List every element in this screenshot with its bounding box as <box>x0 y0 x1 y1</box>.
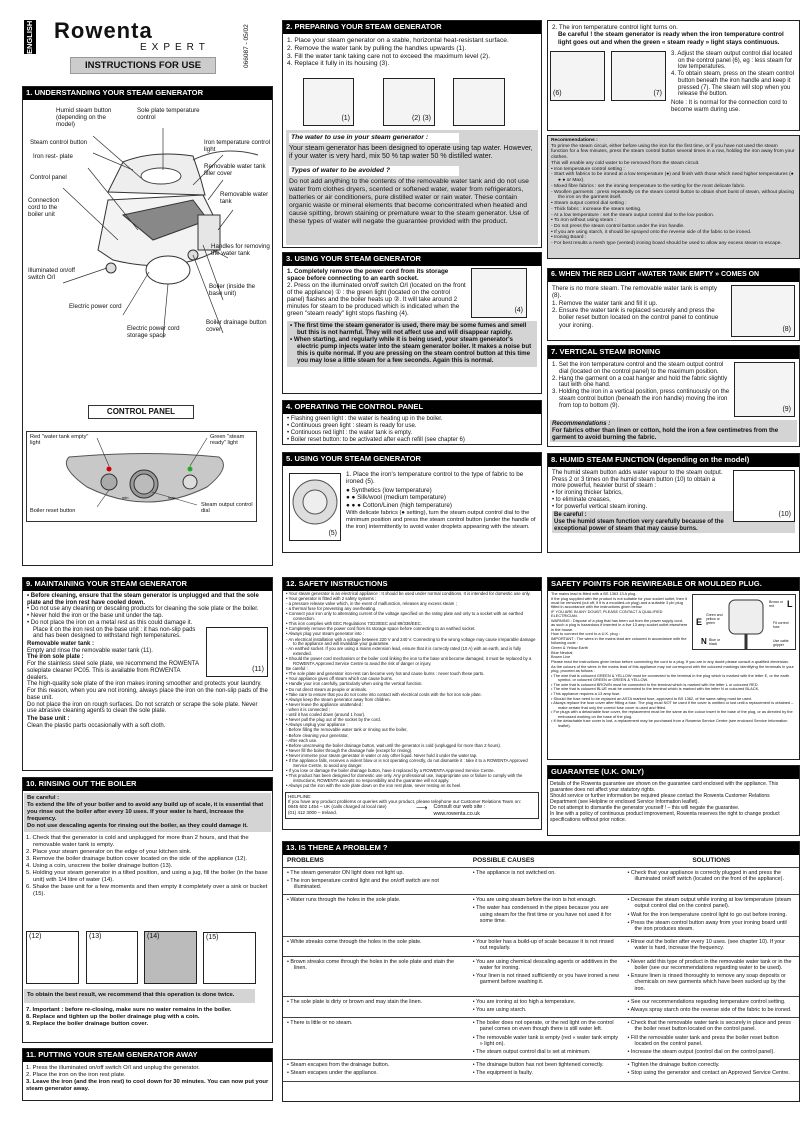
list-item: • Ironing Board : <box>551 235 587 241</box>
section-vertical-ironing <box>547 345 800 447</box>
list-item: There is no more steam. The removable water tank is empty (8). <box>552 285 717 300</box>
section-title: 5. USING YOUR STEAM GENERATOR <box>283 453 541 466</box>
problem-cell <box>283 895 469 937</box>
column-header: PROBLEMS <box>283 855 469 867</box>
figure-3 <box>453 78 505 126</box>
list-item: • Always replace the fuse cover after fitting a fuse. The plug must NOT be used if the cover is omitted or lost until a replacement is obtained – make certain that only the correct fuse cover is used and fitted. <box>551 700 794 710</box>
figure-2-3: (2) (3) <box>383 78 435 126</box>
list-item: 3. Remove the boiler drainage button cover located on the side of the appliance (12). <box>26 855 248 862</box>
steps-list <box>671 51 798 98</box>
list-item: • Never leave the appliance unattended : <box>286 701 364 707</box>
section-title: 8. HUMID STEAM FUNCTION (depending on the model) <box>548 454 799 467</box>
list-item: 3. Adjust the steam output control dial located on the control panel (6), eg : less steam for low temperatures. <box>671 51 793 71</box>
list-item: • Always plug your steam generator into : <box>286 631 364 637</box>
figure-4: (4) <box>471 268 527 318</box>
list-item: - For best results a mesh type (vented) ironing board should be used to allow any excess steam to escape. <box>551 241 782 247</box>
list-item: - An electrical installation with a voltage between 220 V and 240 V. Connecting to the wrong voltage may cause irreparable damage to the appliance and will invalidate your guarantee. <box>286 636 536 647</box>
list-item: In line with a policy of continuous product improvement, Rowenta reserves the right to change product specifications without prior notice. <box>550 811 780 823</box>
solution-cell <box>624 1060 799 1081</box>
list-item: • The wire that is coloured BLUE must be connected to the terminal which is marked with the letter N or coloured BLACK. <box>551 686 760 692</box>
label-humid-steam-button: Humid steam button (depending on the model) <box>56 107 112 129</box>
section-title: 3. USING YOUR STEAM GENERATOR <box>283 253 541 266</box>
list-item: - until it has cooled down (around 1 hour). <box>286 712 366 718</box>
step-1: 1. Place the iron's temperature control to the type of fabric to be ironed (5). <box>346 471 524 486</box>
problem-cell <box>283 956 469 996</box>
list-item: • Your linen is not rinsed sufficiently or you have ironed a new garment before washing it. <box>472 973 619 986</box>
figure-11: (11) <box>206 627 268 677</box>
problem-cell <box>283 1018 469 1060</box>
list-item: 4. To obtain steam, press on the steam control button beneath the iron handle and keep it pressed (7). The steam will stop when you release the button. <box>671 71 794 98</box>
cause-cell <box>469 1060 624 1081</box>
section-title: 10. RINSING OUT THE BOILER <box>23 778 272 791</box>
solution-cell <box>624 956 799 996</box>
figure-12: (12) <box>26 931 79 984</box>
section-using-1 <box>282 252 542 394</box>
list-item: • Flashing green light : the water is heating up in the boiler. <box>287 416 443 422</box>
section-maintaining: 9. MAINTAINING YOUR STEAM GENERATOR • Before cleaning, ensure that the steam generator is unplugged and that the sole plate and the iron rest have cooled down. • Do not use any cleaning or descaling products for cleaning the sole plate or the boiler. • Never hold the iron or the base unit under the tap. • Do not place the iron on a metal rest as this could damage it. (11) Place it on the iron rest on the base unit : it has non-slip pads and has been designed to withstand high temperatures. Removable water tank : Empty and rinse the removable water tank (11). The iron sole plate : For the stainless steel sole plate, we recommend the ROWENTA soleplate cleaner PC05. This is available from ROWENTA dealers. The high-quality sole plate of the iron makes ironing smoother and protects your laundry. For this reason, when you are not ironing, always place the iron on the non-slip pads of the base unit. Do not place the iron on rough surfaces. Do not scratch or scrape the sole plate. Never use abrasive cleaning agents to clean the sole plate. The base unit : Clean the plastic parts occasionally with a soft cloth. <box>22 577 273 771</box>
list-item: 2. Remove the water tank by pulling the handles upwards (1). <box>287 44 467 52</box>
table-row <box>283 937 799 956</box>
list-item: • Handle your iron carefully, particularly when using the vertical function. <box>286 681 423 687</box>
cause-cell <box>469 956 624 996</box>
list-item: • Ensure linen is rinsed thoroughly to remove any soap deposits or chemicals on new garments which have been sucked up by the iron. <box>627 973 786 992</box>
list-item: • The sole plate and generator iron-rest can become very hot and cause burns : never touch these parts. <box>286 671 485 677</box>
recommendations <box>547 135 800 259</box>
label-boiler: Boiler (inside the base unit) <box>209 283 256 298</box>
solution-cell <box>624 996 799 1017</box>
step-2: 2. The iron temperature control light turns on. <box>552 24 678 31</box>
list-item: • for ironing thicker fabrics, <box>552 490 623 497</box>
list-item: • Increase the steam output (control dial on the control panel). <box>627 1048 775 1055</box>
figure-7: (7) <box>611 51 666 101</box>
figure-8: (8) <box>731 285 795 337</box>
steps-list <box>23 834 272 899</box>
label-cord-storage: Electric power cord storage space <box>127 325 180 340</box>
problem-cell <box>283 867 469 895</box>
label-iron-rest-plate: Iron rest- plate <box>33 153 73 160</box>
items-list <box>283 414 541 445</box>
step-2: 2. Press on the illuminated on/off switch O/I (located on the front of the appliance) ① : the green light (located on the control panel) flashes and the boiler heats up ②. It will take around 2 minutes for steam to be produced which is indicated when the green "steam ready" light stops flashing (4). <box>287 282 466 318</box>
section-plug-safety <box>547 577 800 760</box>
section-title: 9. MAINTAINING YOUR STEAM GENERATOR <box>23 578 272 591</box>
figure-6: (6) <box>550 51 605 101</box>
section-title: 1. UNDERSTANDING YOUR STEAM GENERATOR <box>23 87 272 100</box>
list-item: If the plug supplied with the product is not suitable for your socket outlet, then it must be removed (cut off, if it is a moulded-on plug) and a suitable 3 pin plug fitted in accordance with the instructions given below. <box>551 595 688 610</box>
list-item: - Mixed fibre fabrics : set the ironing temperature to the setting for the most delicate fabric. <box>551 183 746 189</box>
temperature-settings <box>346 487 536 509</box>
list-item: - Woollen garments : press repeatedly on the steam control button to obtain short burst of steam, without placing the iron on the garment itself. <box>551 189 794 201</box>
problems-table <box>283 855 799 1082</box>
label-removable-water-tank: Removable water tank <box>220 191 269 206</box>
figure-13: (13) <box>86 931 138 984</box>
solution-cell <box>624 937 799 956</box>
figure-15: (15) <box>203 932 256 984</box>
steps-list <box>283 34 541 71</box>
list-item: 2. Place your steam generator on the edge of your kitchen sink. <box>26 848 192 855</box>
label-min: min <box>122 495 129 500</box>
list-item: 6. Shake the base unit for a few moments and then empty it completely over a sink or bucket (15). <box>26 883 268 897</box>
table-row <box>283 956 799 996</box>
list-item: • Check that the removable water tank is securely in place and press the boiler reset button located on the control panel. <box>627 1020 791 1033</box>
list-item: • Never immerse your steam generator in water or any other liquid. Never hold it under the water tap. <box>286 752 478 758</box>
section-title: GUARANTEE (U.K. ONLY) <box>548 766 799 779</box>
list-item: • for powerful vertical steam ironing. <box>552 503 648 510</box>
list-item: • Should the fuse need to be replaced an ASTA marked fuse, approved to BS 1362, of the same rating must be used. <box>551 695 752 701</box>
sub-brand: EXPERT <box>140 42 210 53</box>
list-item: • Continuous green light : steam is ready for use. <box>287 423 417 430</box>
language-label: ENGLISH <box>25 20 34 54</box>
list-item: Be careful : <box>286 666 308 672</box>
list-item: 1. Place your steam generator on a stable, horizontal heat-resistant surface. <box>287 37 509 44</box>
label-handles: Handles for removing the water tank <box>211 243 270 258</box>
list-item: • Decrease the steam output while ironing at low temperature (steam output control dial on the control panel). <box>627 897 792 910</box>
problem-cell <box>283 996 469 1017</box>
label-boiler-reset: Boiler reset button <box>30 508 76 514</box>
table-row <box>283 996 799 1017</box>
list-item: • Always unplug your appliance : <box>286 722 348 728</box>
list-item: Blue Neutral <box>551 649 573 655</box>
section-rinsing <box>22 777 273 1043</box>
list-item: • The steam generator ON light does not light up. <box>287 869 404 876</box>
water-info <box>286 130 538 245</box>
list-item: • This product has been designed for domestic use only. Any professional use, inappropriate use or failure to comply with the instructions, ROWENTA accepts no responsibility and the guarantee will not apply. <box>286 772 523 783</box>
list-item: • Your appliance gives off steam which can cause burns. <box>286 676 394 682</box>
cause-cell <box>469 895 624 937</box>
list-item: - At a low temperature : set the steam output control dial to the low position. <box>551 212 715 218</box>
list-item: • Iron temperature control setting : <box>551 166 625 172</box>
solution-cell <box>624 867 799 895</box>
problem-cell <box>283 1060 469 1081</box>
section-water-tank-empty <box>547 268 800 341</box>
cause-cell <box>469 1018 624 1060</box>
list-item: • Water runs through the holes in the sole plate. <box>287 897 401 904</box>
table-row <box>283 895 799 937</box>
list-item: • Always put the iron with the sole plate down on the iron rest plate, never resting on its heel. <box>286 782 462 788</box>
section-title: 13. IS THERE A PROBLEM ? <box>283 842 799 855</box>
section-title: 4. OPERATING THE CONTROL PANEL <box>283 401 541 414</box>
section-using-continued <box>547 20 800 131</box>
list-item: As the colours of the wires in the mains lead of this appliance may not correspond with the coloured markings identifying the terminals in your plug, proceed as follows : <box>551 663 794 673</box>
green-light <box>188 467 193 472</box>
list-item: • Press the steam control button away from your ironing board until the iron produces steam. <box>627 919 787 933</box>
list-item: • This appliance requires a 13 amp fuse. <box>551 691 621 696</box>
water-title: The water to use in your steam generator : <box>289 133 459 143</box>
list-item: IF YOU ARE IN ANY DOUBT, PLEASE CONTACT A QUALIFIED ELECTRICIAN. <box>551 608 663 619</box>
label-on-off-switch: Illuminated on/off switch O/I <box>28 267 76 282</box>
list-item: • to eliminate creases, <box>552 496 611 503</box>
list-item: • Take care to ensure that you do not come into contact with electrical cords with the hot iron sole plate. <box>286 691 482 697</box>
list-item: • Check that your appliance is correctly plugged in and press the illuminated on/off switch (located on the front of the appliance). <box>627 869 784 882</box>
recommendations-title: Recommendations : <box>551 138 598 143</box>
list-item: 8. Replace and tighten up the boiler drainage plug with a coin. <box>26 1013 200 1020</box>
list-item: Do not attempt to dismantle the generator yourself ! – this will negate the guarantee. <box>550 805 740 811</box>
section-title: 7. VERTICAL STEAM IRONING <box>548 346 799 359</box>
label-iron-temperature-light: Iron temperature control light <box>204 139 271 154</box>
section-putting-away: 11. PUTTING YOUR STEAM GENERATOR AWAY 1. Press the illuminated on/off switch O/I and unplug the generator. 2. Place the iron on the iron rest plate. 3. Leave the iron (and the iron rest) to cool down for 30 minutes. You can now put your steam generator away. <box>22 1048 273 1101</box>
table-row <box>283 867 799 895</box>
list-item: • You are using chemical descaling agents or additives in the water for ironing. <box>472 958 618 971</box>
list-item: • White streaks come through the holes in the sole plate. <box>287 939 422 946</box>
list-item: To prime the steam circuit, either before using the iron for the first time, or if you have not used the steam function for a few minutes, press the steam control button several times in a row, holding the iron away from your clothes. <box>551 143 795 161</box>
label-green-light: Green "steam ready" light <box>210 434 245 447</box>
list-item: 2. Ensure the water tank is replaced securely and press the boiler reset button located on the control panel to continue your ironing. <box>552 306 719 329</box>
list-item: 4. Using a coin, unscrew the boiler drainage button (13). <box>26 862 173 869</box>
list-item: 3. Fill the water tank taking care not to exceed the maximum level (2). <box>287 52 491 60</box>
list-item: The mains lead is fitted with a BS 1363 13 A plug. <box>551 591 637 596</box>
list-item: • See our recommendations regarding temperature control setting. <box>627 998 786 1005</box>
figure-14: (14) <box>144 931 197 984</box>
list-item: • Brown streaks come through the holes in the sole plate and stain the linen. <box>287 958 454 971</box>
label-steam-control-button: Steam control button <box>30 139 88 146</box>
label-steam-dial: Steam output control dial <box>201 502 253 515</box>
section-troubleshooting <box>282 841 800 1102</box>
list-item: • Rinse out the boiler after every 10 uses. (see chapter 10). If your water is hard, increase the frequency. <box>627 939 785 952</box>
list-item: 9. Replace the boiler drainage button cover. <box>26 1020 149 1027</box>
list-item: • The removable water tank is empty (red « water tank empty » light on). <box>472 1034 619 1047</box>
list-item: - An earthed socket. If you are using a mains extension lead, ensure that it is correctly rated (10 A) with an earth, and is fully extended. <box>286 646 522 657</box>
figure-1: (1) <box>303 78 354 126</box>
list-item: - Before filling the removable water tank or rinsing out the boiler, <box>286 727 408 733</box>
list-item: • The drainage button has not been tightened correctly. <box>472 1062 604 1069</box>
recommendations-list <box>551 144 796 247</box>
list-item: • Boiler reset button: to be activated after each refill (see chapter 6) <box>287 437 465 444</box>
avoid-text: Do not add anything to the contents of the removable water tank and do not use water from clothes dryers, scented or softened water, water from refrigerators, batteries or air conditioners, pure distilled water or rain water. These contain organic waste or mineral elements that become concentrated when heated and cause spitting, brown staining or premature wear to the steam generator. Use of these types of water will negate the guarantee provided with the product. <box>289 177 529 225</box>
column-header: POSSIBLE CAUSES <box>469 855 624 867</box>
document-title: INSTRUCTIONS FOR USE <box>70 57 216 74</box>
list-item: • Your boiler has a build-up of scale because it is not rinsed out regularly. <box>472 939 614 952</box>
section-control-panel <box>282 400 542 445</box>
list-item: ● Synthetics (low temperature) <box>346 486 432 494</box>
list-item: Brown Live <box>551 654 571 660</box>
control-panel-diagram <box>26 431 257 522</box>
list-item: 2. Hang the garment on a coat hanger and hold the fabric slightly taut with one hand. <box>552 374 728 389</box>
list-item: • There is little or no steam. <box>287 1020 353 1027</box>
label-electric-power-cord: Electric power cord <box>69 303 122 310</box>
website-link[interactable]: www.rowenta.co.uk <box>433 810 480 817</box>
list-item: - when it is connected ; <box>286 706 330 712</box>
plug-wiring-diagram: E N L Green and yellow or green Blue or black Brown or red Fit correct fuse Use cable gripper <box>692 594 796 650</box>
list-item: • Stop using the generator and contact an Approved Service Centre. <box>627 1070 790 1077</box>
list-item: • Steam escapes under the appliance. <box>287 1070 378 1077</box>
helpline-box: HELPLINE: If you have any product problems or queries with your product, please telephone our Customer Relations Team on: 0845 602 1454 – UK (calls charged at local rate) (01) 412 3000 – Ireland. ⟶ Consult our web site : www.rowenta.co.uk <box>285 792 539 819</box>
list-item: • The wire that is coloured BROWN must be connected to the terminal which is marked with the letter L or coloured RED. <box>551 681 759 687</box>
notes <box>287 321 537 367</box>
list-item: • For plugs with a detachable fuse cover, the replacement must be the same as the colour insert in the base of the plug, or as directed by the embossed working on the base of the plug. <box>551 709 793 719</box>
list-item: • The water has condensed in the pipes because you are using steam for the first time or you have not used it for some time. <box>472 905 612 924</box>
step-1: 1. Completely remove the power cord from its storage space before connecting to an earth socket. <box>287 268 449 283</box>
list-item: • If you are using starch, it should be sprayed onto the reverse side of the fabric to be ironed. <box>551 229 752 235</box>
avoid-title: Types of water to be avoided ? <box>289 166 459 176</box>
section-safety <box>282 577 542 830</box>
steps-list-2 <box>26 1007 256 1028</box>
list-item: 1. Set the iron temperature control and the steam output control dial (located on the control panel) to the maximum position. <box>552 361 724 375</box>
brand-logo: Rowenta <box>54 18 153 43</box>
humid-careful: Be careful : Use the humid steam function very carefully because of the exceptional power of steam that may cause burns. <box>552 511 795 533</box>
list-item: - a thermal fuse for preventing any overheating. <box>286 606 377 612</box>
column-header: SOLUTIONS <box>624 855 799 867</box>
list-item: The humid steam button adds water vapour to the steam output. Press 2 or 3 times on the humid steam button (10) to obtain a more powerful, heavier burst of steam : <box>552 470 723 490</box>
list-item: ● ● Silk/wool (medium temperature) <box>346 494 446 502</box>
cause-cell <box>469 867 624 895</box>
list-item: • Fill the removable water tank and press the boiler reset button located on the control panel. <box>627 1034 779 1047</box>
boiler-reset-button <box>101 474 117 490</box>
note: Note : It is normal for the connection cord to become warm during use. <box>671 100 788 113</box>
list-item: • Before unscrewing the boiler drainage button, wait until the generator is cold (unplugged for more than 2 hours). <box>286 742 502 748</box>
section-title: 12. SAFETY INSTRUCTIONS <box>283 578 541 591</box>
list-item: • The iron temperature control light and the on/off switch are not illuminated. <box>287 877 439 891</box>
list-item: • Always keep the steam generator away from children. <box>286 696 391 702</box>
cause-cell <box>469 996 624 1017</box>
label-max: max <box>168 495 176 500</box>
water-text: Your steam generator has been designed to operate using tap water. However, if your water is very hard, mix 50 % tap water 50 % distilled water. <box>289 145 533 161</box>
label-tank-filler-cover: Removable water tank filler cover <box>204 163 266 178</box>
list-item: - Thick fabric : increase the steam setting. <box>551 206 642 212</box>
section-humid-steam <box>547 453 800 553</box>
section-guarantee <box>547 765 800 836</box>
list-item: • The equipment is faulty. <box>472 1070 533 1077</box>
list-item: ● ● ● Cotton/Linen (high temperature) <box>346 501 452 509</box>
list-item: • Never add this type of product in the removable water tank or in the boiler (see our recommendations regarding water to be used). <box>627 958 792 971</box>
section-title: 6. WHEN THE RED LIGHT «WATER TANK EMPTY » COMES ON <box>548 269 799 282</box>
section-title: SAFETY POINTS FOR REWIREABLE OR MOULDED PLUG. <box>548 578 799 591</box>
list-item: Should service or further information be required please contact the Rowenta Customer Relations Department (see Helpline or enclosed Service Information leaflet). <box>550 793 770 805</box>
list-item: • Steam escapes from the drainage button. <box>287 1062 390 1069</box>
list-item: How to connect the cord to a U.K. plug : <box>551 631 620 637</box>
list-item: • You are using starch. <box>472 1006 527 1013</box>
list-item: Green & Yellow Earth <box>551 644 588 650</box>
delicate-text: With delicate fabrics (● setting), turn the steam output control dial to the minimum position and press the steam control button (under the handle of the iron) intermittently to avoid water droplets appearing with the steam. <box>346 510 536 530</box>
list-item: • Wait for the iron temperature control light to go out before ironing. <box>627 911 787 918</box>
list-item: • The first time the steam generator is used, there may be some fumes and smell but this is not harmful. They will not affect use and will disappear rapidly. <box>290 322 527 336</box>
list-item: • If the detachable fuse cover is lost, a replacement may be purchased from a Rowenta Service Centre (see enclosed Service Information leaflet). <box>551 718 788 728</box>
careful-text: Be careful ! the steam generator is ready when the iron temperature control light goes out and when the green « steam ready » light stays continuous. <box>558 31 784 46</box>
list-item: - Start with fabrics to be ironed at a low temperature (●) and finish with those which need higher temperatures (● ● ● or Max). <box>551 172 794 184</box>
list-item: This will enable any cold water to be removed from the steam circuit. <box>551 160 700 166</box>
list-item: • Steam output control dial setting : <box>551 201 627 207</box>
list-item: - a pressure release valve which, in the event of malfunction, releases any excess steam ; <box>286 601 457 607</box>
list-item: WARNING : Dispose of a plug that has been cut from the power supply cord, as such a plug is hazardous if inserted in a live 13 amp socket outlet elsewhere in the house. <box>551 617 688 632</box>
list-item: • Continuous red light : the water tank is empty. <box>287 430 413 437</box>
list-item: 5. Holding your steam generator in a tilted position, and using a jug, fill the boiler (in the base unit) with 1/4 litre of water (14). <box>26 869 268 883</box>
list-item: • When starting, and regularly while it is being used, your steam generator's electric pump injects water into the steam generator boiler. It makes a noise but this is quite normal. If you are pressing on the steam control button at this time you may lose a little steam for a few seconds. Again this is normal. <box>290 335 532 364</box>
list-item: • If the appliance falls, receives a violent blow or is not operating correctly, do not dismantle it : take it to a ROWENTA Approved Service Centre, to avoid any danger. <box>286 758 528 768</box>
rinsing-careful: Be careful : To extend the life of your boiler and to avoid any build up of scale, it is essential that you rinse out the boiler after every 10 uses. If your water is hard, increase the frequency. Do not use descaling agents for rinsing out the boiler, as they could damage it. <box>24 793 271 832</box>
list-item: • The steam output control dial is set at minimum. <box>472 1048 591 1055</box>
list-item: • If you lose or damage the boiler drainage button, have it replaced by a ROWENTA Approved Service Centre. <box>286 767 495 773</box>
list-item: • Should the power cord mechanism or the boiler cord linking the iron to the base unit become damaged, it must be replaced by a ROWENTA Approved Service Centre to avoid the risk of danger or injury. <box>286 656 532 666</box>
section-understanding <box>22 86 273 566</box>
list-item: - Do not press the steam control button under the iron handle. <box>551 224 685 230</box>
section-title: 2. PREPARING YOUR STEAM GENERATOR <box>283 21 541 34</box>
label-drainage-cover: Boiler drainage button cover <box>206 319 267 334</box>
list-item: 3. Holding the iron in a vertical position, press continuously on the steam control button (beneath the iron handle) moving the iron from top to bottom (9). <box>552 388 730 409</box>
list-item: - Before cleaning your generator, <box>286 732 349 738</box>
label-red-light: Red "water tank empty" light <box>30 434 89 447</box>
vertical-recommendations: Recommendations : For fabrics other than linen or cotton, hold the iron a few centimetres from the garment to avoid burning the fabric. <box>550 420 797 442</box>
best-result-note: To obtain the best result, we recommend that this operation is done twice. <box>24 989 255 1003</box>
control-panel-title: CONTROL PANEL <box>88 405 194 419</box>
list-item: IMPORTANT : The wires in the mains lead are coloured in accordance with the following code : <box>551 635 687 646</box>
list-item: 7. Important : before re-closing, make sure no water remains in the boiler. <box>26 1007 232 1013</box>
label-sole-plate-temperature: Sole plate temperature control <box>137 107 200 122</box>
list-item: • The appliance is not switched on. <box>472 869 556 876</box>
list-item: 4. Replace it fully in its housing (3). <box>287 60 390 68</box>
list-item: • Never pull the plug out of the socket by the cord. <box>286 717 381 723</box>
list-item: - After each use. <box>286 737 318 743</box>
figure-10: (10) <box>733 470 795 522</box>
list-item: • Never fill the boiler through the drainage hole (except for rinsing). <box>286 747 413 753</box>
list-item: • The wire that is coloured GREEN & YELLOW must be connected to the terminal in the plug which is marked with the letter E, or the earth symbol, or coloured GREEN or GREEN & YELLOW. <box>551 672 790 682</box>
label-control-panel: Control panel <box>30 174 67 181</box>
label-connection-cord: Connection cord to the boiler unit <box>28 197 60 219</box>
list-item: • The sole plate is dirty or brown and may stain the linen. <box>287 998 423 1005</box>
list-item: • Your generator is fitted with 2 safety systems : <box>286 596 377 602</box>
list-item: • Connect your iron only to alternating current of the voltage specified on the rating plate and only to a socket with an earthed connection. <box>286 611 524 622</box>
list-item: • Tighten the drainage button correctly. <box>627 1062 720 1069</box>
list-item: • You are using steam before the iron is hot enough. <box>472 897 597 904</box>
solution-cell <box>624 1018 799 1060</box>
list-item: • Completely remove the power cord from its storage space before connecting to an earthed socket. <box>286 626 476 632</box>
list-item: • Always spray starch onto the reverse side of the fabric to be ironed. <box>627 1006 792 1013</box>
section-preparing <box>282 20 542 248</box>
list-item: • Do not direct steam at people or animals. <box>286 686 368 692</box>
problem-cell <box>283 937 469 956</box>
solution-cell <box>624 895 799 937</box>
section-using-2 <box>282 452 542 553</box>
list-item: • To iron without using steam : <box>551 218 616 224</box>
red-light <box>107 467 112 472</box>
cause-cell <box>469 937 624 956</box>
list-item: Details of the Rowenta guarantee are shown on the guarantee card enclosed with the appliance. This guarantee does not affect your statutory rights. <box>550 781 779 793</box>
list-item: Please read the instructions given below before connecting the cord to a plug. If you are in any doubt please consult a qualified electrician. <box>551 658 789 664</box>
list-item: • You are ironing at too high a temperature. <box>472 998 576 1005</box>
list-item: 1. Remove the water tank and fill it up. <box>552 299 658 307</box>
figure-5-temperature-dial: (5) <box>289 473 341 541</box>
table-row <box>283 1060 799 1081</box>
list-item: 1. Check that the generator is cold and unplugged for more than 2 hours, and that the removable water tank is empty. <box>26 834 249 848</box>
list-item: • The boiler does not operate, or the red light on the control panel comes on even though there is still water left. <box>472 1020 614 1033</box>
section-title: 11. PUTTING YOUR STEAM GENERATOR AWAY <box>23 1049 272 1062</box>
safety-list <box>283 591 541 790</box>
list-item: • Your steam generator is an electrical appliance : It should be used under normal conditions. It is intended for domestic use only. <box>286 591 531 596</box>
document-code: 066087 - 05/02 <box>243 24 250 68</box>
guarantee-list <box>548 779 799 825</box>
figure-9: (9) <box>734 362 795 417</box>
list-item: • This iron complies with EEC Regulations 73/23/EEC and 89/336/EEC. <box>286 621 422 627</box>
table-row <box>283 1018 799 1060</box>
